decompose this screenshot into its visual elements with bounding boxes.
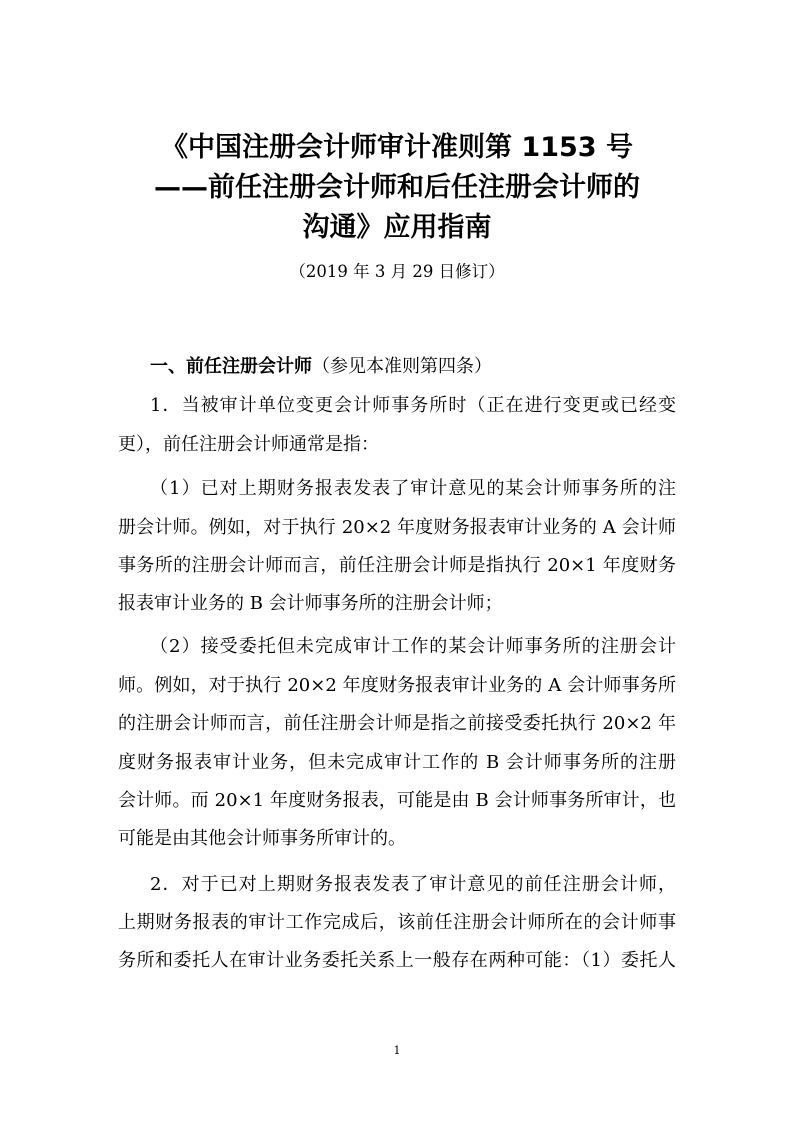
title-line-2: ——前任注册会计师和后任注册会计师的 — [154, 172, 640, 203]
paragraph-line: 册会计师。例如，对于执行 20×2 年度财务报表审计业务的 A 会计师 — [118, 517, 676, 538]
paragraph-line: 上期财务报表的审计工作完成后，该前任注册会计师所在的会计师事 — [118, 912, 676, 933]
paragraph-line: 务所和委托人在审计业务委托关系上一般存在两种可能：（1）委托人 — [118, 950, 676, 971]
paragraph-line: 更），前任注册会计师通常是指： — [118, 434, 379, 455]
paragraph-line: 可能是由其他会计师事务所审计的。 — [118, 828, 406, 849]
section-heading — [150, 354, 676, 380]
paragraph-line: 的注册会计师而言，前任注册会计师是指之前接受委托执行 20×2 年 — [118, 713, 676, 734]
paragraph-line: 度财务报表审计业务，但未完成审计工作的 B 会计师事务所的注册 — [118, 752, 676, 773]
page-number: 1 — [393, 1044, 401, 1057]
paragraph-line: 2．对于已对上期财务报表发表了审计意见的前任注册会计师， — [150, 874, 676, 895]
section-heading-title: 一、前任注册会计师 — [150, 356, 312, 377]
section-heading-reference: （参见本准则第四条） — [312, 356, 492, 377]
title-line-1: 《中国注册会计师审计准则第 1153 号 — [161, 132, 633, 163]
paragraph-line: 会计师。而 20×1 年度财务报表，可能是由 B 会计师事务所审计，也 — [118, 790, 676, 811]
revision-date: （2019 年 3 月 29 日修订） — [289, 262, 505, 281]
paragraph-line: 报表审计业务的 B 会计师事务所的注册会计师； — [118, 593, 503, 614]
paragraph-line: 师。例如，对于执行 20×2 年度财务报表审计业务的 A 会计师事务所 — [118, 675, 676, 696]
paragraph-line: （2）接受委托但未完成审计工作的某会计师事务所的注册会计 — [150, 636, 676, 657]
title-line-3: 沟通》应用指南 — [302, 212, 492, 243]
paragraph-line: 事务所的注册会计师而言，前任注册会计师是指执行 20×1 年度财务 — [118, 555, 676, 576]
paragraph-line: （1）已对上期财务报表发表了审计意见的某会计师事务所的注 — [150, 478, 676, 499]
paragraph-line: 1．当被审计单位变更会计师事务所时（正在进行变更或已经变 — [150, 395, 676, 416]
